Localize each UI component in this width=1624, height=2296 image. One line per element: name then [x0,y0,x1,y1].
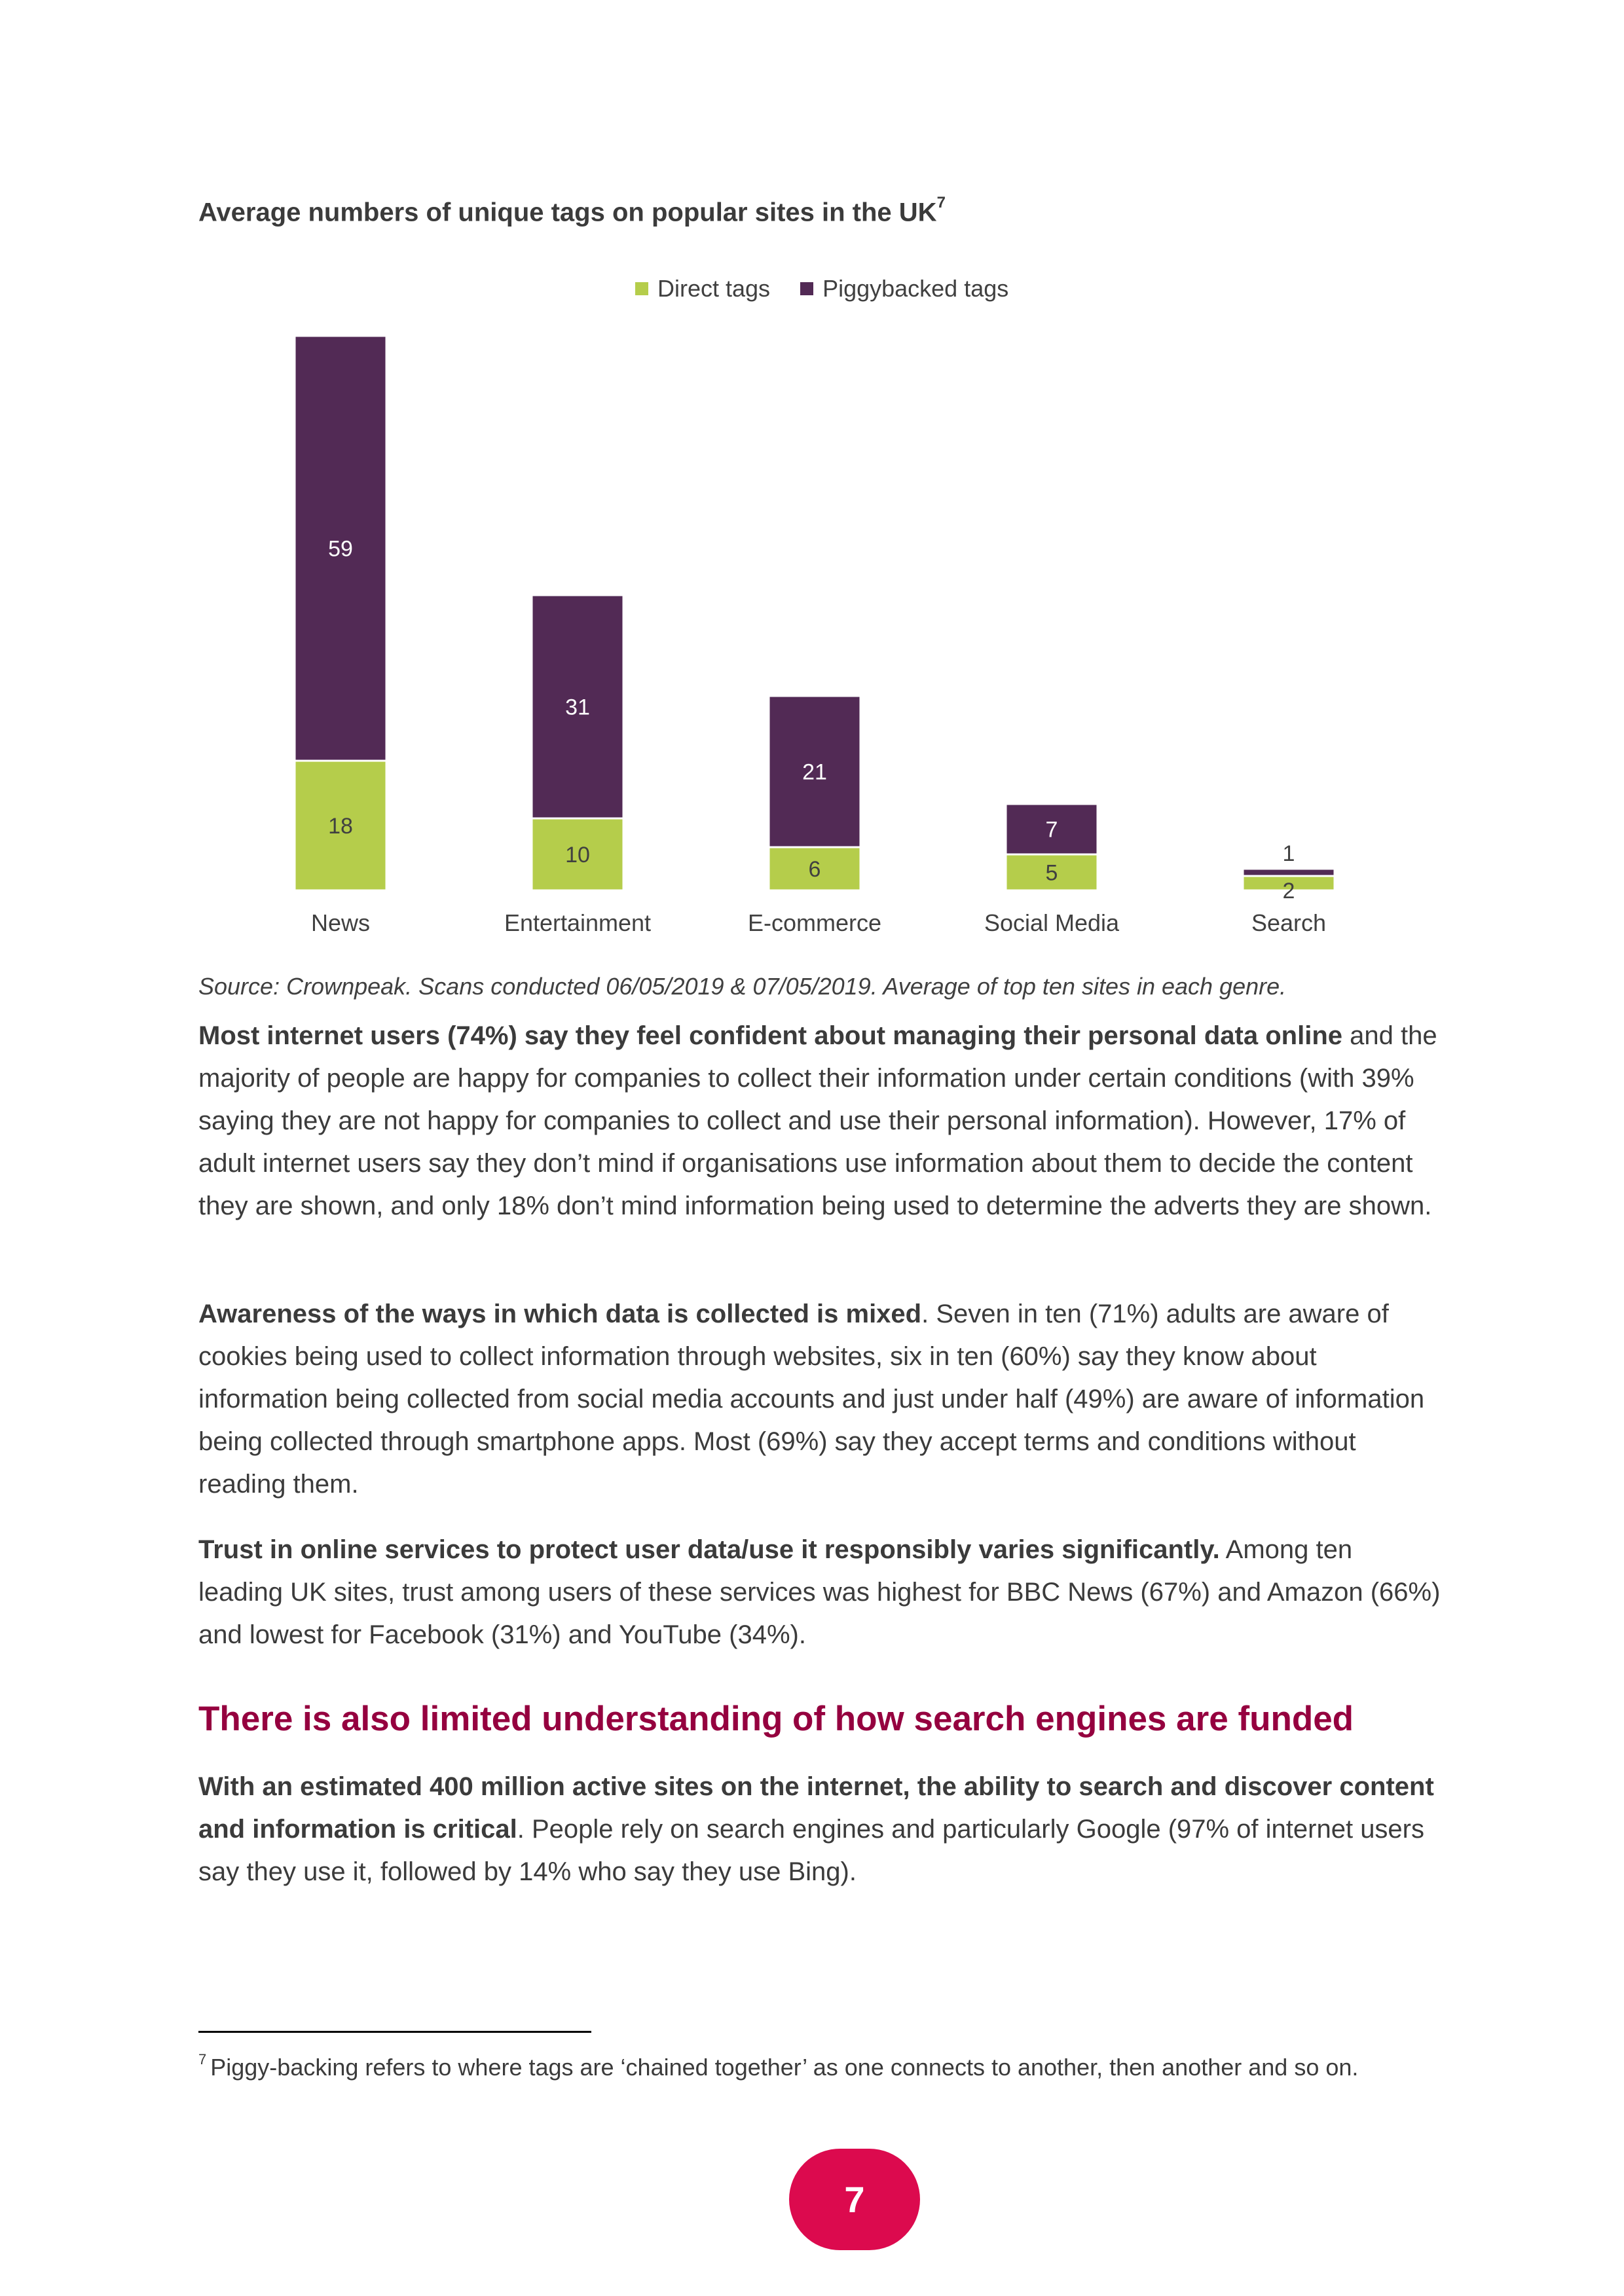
legend-swatch-piggybacked [800,282,813,295]
legend-swatch-direct [635,282,648,295]
paragraph-search-body: . People rely on search engines and particularly Google (97% of internet users say they use it, followed by 14% who say they use Bing). [198,1815,1424,1886]
paragraph-trust-body: Among ten leading UK sites, trust among users of these services was highest for BBC News (67%) and Amazon (66%) and lowest for Facebook (31%) and YouTube (34%). [198,1535,1441,1649]
data-label-piggybacked-3: 7 [1045,817,1058,843]
footnote [198,2045,1443,2085]
data-label-piggybacked-1: 31 [565,695,590,720]
paragraph-trust-lead: Trust in online services to protect user data/use it responsibly varies significantly. [198,1535,1220,1564]
paragraph-awareness-body: . Seven in ten (71%) adults are aware of cookies being used to collect information through websites, six in ten (60%) say they know about information being collected from social media accounts and just under half (49%) are aware of information being collected through smartphone apps. Most (69%) say they accept terms and conditions without reading them. [198,1300,1425,1499]
footnote-text: Piggy-backing refers to where tags are ‘chained together’ as one connects to another, then another and so on. [210,2054,1359,2081]
chart-legend [635,275,1039,302]
category-label-1: Entertainment [504,909,652,936]
footnote-number: 7 [198,2051,207,2068]
chart-source: Source: Crownpeak. Scans conducted 06/05/2019 & 07/05/2019. Average of top ten sites in each genre. [198,973,1287,1000]
legend-item-piggybacked [800,275,1008,302]
category-label-0: News [310,909,371,936]
data-label-direct-2: 6 [808,857,821,882]
paragraph-search [198,1766,1443,1893]
data-label-piggybacked-0: 59 [328,536,353,562]
chart-title-footnote-ref[interactable]: 7 [936,194,946,211]
bar-segment-piggybacked-4 [1243,869,1335,876]
data-label-direct-1: 10 [565,843,590,867]
data-label-direct-4: 2 [1282,879,1295,903]
data-label-direct-3: 5 [1045,860,1058,886]
paragraph-confidence-lead: Most internet users (74%) say they feel confident about managing their personal data online [198,1021,1342,1050]
legend-label-piggybacked: Piggybacked tags [822,275,1009,302]
category-label-4: Search [1251,909,1327,936]
data-label-piggybacked-2: 21 [802,759,827,785]
page-number-badge [789,2149,920,2250]
paragraph-search-lead: With an estimated 400 million active sites on the internet, the ability to search and discover content and information is critical [198,1772,1434,1844]
data-label-direct-0: 18 [328,814,353,839]
category-label-3: Social Media [984,909,1120,936]
chart-title-text: Average numbers of unique tags on popular sites in the UK [198,198,937,227]
stacked-bar-chart [196,314,1428,943]
paragraph-confidence [198,1015,1443,1228]
chart-title [198,194,946,227]
category-label-2: E-commerce [747,909,882,936]
section-heading: There is also limited understanding of how search engines are funded [198,1700,1354,1738]
paragraph-awareness-lead: Awareness of the ways in which data is collected is mixed [198,1300,922,1328]
data-label-piggybacked-4: 1 [1282,841,1295,866]
paragraph-confidence-body: and the majority of people are happy for companies to collect their information under certain conditions (with 39% saying they are not happy for companies to collect and use their personal information). However, 17% of adult internet users say they don’t mind if organisations use information about them to decide the content they are shown, and only 18% don’t mind information being used to determine the adverts they are shown. [198,1021,1437,1220]
paragraph-trust [198,1529,1443,1656]
page-number: 7 [844,2179,865,2220]
paragraph-awareness [198,1293,1443,1506]
legend-label-direct: Direct tags [657,275,771,302]
footnote-divider [198,2031,591,2033]
legend-item-direct [635,275,770,302]
